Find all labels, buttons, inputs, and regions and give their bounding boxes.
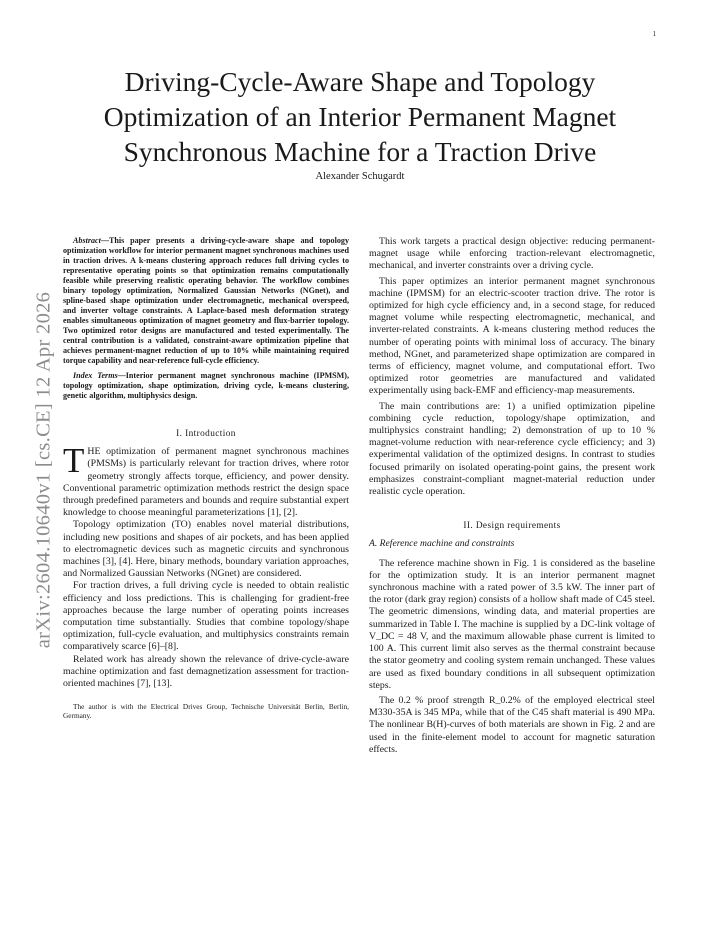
author-affiliation-footnote: The author is with the Electrical Drives Group, Technische Universität Berlin, Berlin, Germany. — [63, 702, 349, 721]
body-paragraph: The main contributions are: 1) a unified optimization pipeline combining cycle reduction, topology/shape optimization, and multiphysics constraint handling; 2) demonstration of up to 10 % magnet-volume reduction with near-reference cycle efficiency; and 3) experimental validation of the optimized designs. In contrast to studies focused primarily on isolated operating-point gains, the present work emphasizes constraint-compliant magnet-material reduction under realistic cycle operation. — [369, 400, 655, 498]
right-column — [369, 236, 655, 756]
abstract-label: Abstract — [73, 236, 101, 245]
arxiv-identifier-stamp[interactable]: arXiv:2604.10640v1 [cs.CE] 12 Apr 2026 — [32, 291, 55, 649]
body-paragraph: The 0.2 % proof strength R_0.2% of the employed electrical steel M330-35A is 345 MPa, while that of the C45 shaft material is 490 MPa. The nonlinear B(H)-curves of both materials are shown in Fig. 2 and are used in the finite-element model to account for magnetic saturation effects. — [369, 694, 655, 755]
index-terms-text: —Interior permanent magnet synchronous machine (IPMSM), topology optimization, shape optimization, driving cycle, k-means clustering, genetic algorithm, multiphysics design. — [63, 371, 350, 400]
abstract-text: —This paper presents a driving-cycle-aware shape and topology optimization workflow for interior permanent magnet synchronous machines used in traction drives. A k-means clustering approach reduces full driving cycles to representative operating points so that optimization remains computationally feasible while preserving realistic operating behavior. The workflow combines binary topology optimization, Normalized Gaussian Networks (NGnet), and spline-based shape optimization under electromagnetic, mechanical overspeed, and inverter voltage constraints. A Laplace-based mesh deformation strategy enables simultaneous optimization of magnet geometry and flux-barrier topology. Two optimized rotor designs are manufactured and tested experimentally. The central contribution is a validated, constraint-aware optimization pipeline that achieves permanent-magnet reduction of up to 10% while maintaining required torque capability and near-reference full-cycle efficiency. — [63, 236, 349, 365]
title-line: Synchronous Machine for a Traction Drive — [123, 136, 597, 167]
body-paragraph: The reference machine shown in Fig. 1 is considered as the baseline for the optimization study. It is an interior permanent magnet synchronous machine with a rated power of 3.5 kW. The inner part of the rotor (dark gray region) consists of a hollow shaft made of C45 steel. The geometric dimensions, winding data, and material properties are summarized in Table I. The machine is supplied by a DC-link voltage of V_DC = 48 V, and the maximum allowable phase current is limited to 100 A. This current limit also serves as the thermal constraint because the stator geometry and cooling system remain unchanged. These values are used as fixed boundary conditions in all subsequent optimization steps. — [369, 557, 655, 691]
subsection-heading: A. Reference machine and constraints — [369, 538, 515, 550]
section-heading-introduction: I. Introduction — [176, 429, 236, 439]
body-paragraph: This paper optimizes an interior permanent magnet synchronous machine (IPMSM) for an electric-scooter traction drive. The rotor is optimized for high cycle efficiency and, in a second stage, for reduced magnet volume while respecting electromagnetic, mechanical, and inverter-related constraints. A k-means clustering method reduces the number of operating points with minimal loss of accuracy. The binary method, NGnet, and parameterized shape optimization are compared in terms of efficiency, magnet volume, and computational effort. Two optimized rotor geometries are manufactured and validated experimentally using back-EMF and efficiency-map measurements. — [369, 275, 655, 397]
index-terms-label: Index Terms — [73, 371, 118, 380]
abstract — [63, 236, 349, 366]
index-terms — [63, 371, 349, 401]
page-number: 1 — [652, 30, 656, 38]
section-heading-design-requirements: II. Design requirements — [463, 521, 561, 532]
body-paragraph: This work targets a practical design objective: reducing permanent-magnet usage while enforcing traction-relevant electromagnetic, mechanical, and inverter constraints over a driving cycle. — [369, 236, 655, 272]
intro-paragraph: For traction drives, a full driving cycle is needed to obtain realistic efficiency and loss predictions. This is challenging for gradient-free approaches because the large number of operating points increases computation time substantially. Studies that combine topology/shape optimization, full-cycle evaluation, and multiphysics constraints remain comparatively scarce [6]–[8]. — [63, 580, 349, 653]
author-name: Alexander Schugardt — [315, 171, 405, 182]
title-line: Optimization of an Interior Permanent Magnet — [103, 101, 617, 132]
left-column — [63, 236, 349, 721]
paper-title — [60, 64, 660, 169]
title-line: Driving-Cycle-Aware Shape and Topology — [124, 66, 596, 97]
drop-cap: T — [63, 441, 85, 481]
intro-paragraph-text: HE optimization of permanent magnet synchronous machines (PMSMs) is particularly relevant for traction drives, where rotor geometry strongly affects torque, efficiency, and power density. Conventional parametric optimization methods restrict the design space through predefined parameters and bounds and require substantial expert knowledge to choose meaningful parameterizations [1], [2]. — [63, 446, 349, 519]
intro-paragraph: Topology optimization (TO) enables novel material distributions, including new positions and shapes of air pockets, and has been applied to electromagnetic devices such as magnetic circuits and synchronous machines [3], [4]. Here, binary methods, boundary variation approaches, and Normalized Gaussian Networks (NGnet) are considered. — [63, 519, 349, 580]
intro-paragraph — [63, 441, 349, 519]
intro-paragraph: Related work has already shown the relevance of drive-cycle-aware machine optimization and fast demagnetization assessment for traction-oriented machines [7], [13]. — [63, 653, 349, 690]
